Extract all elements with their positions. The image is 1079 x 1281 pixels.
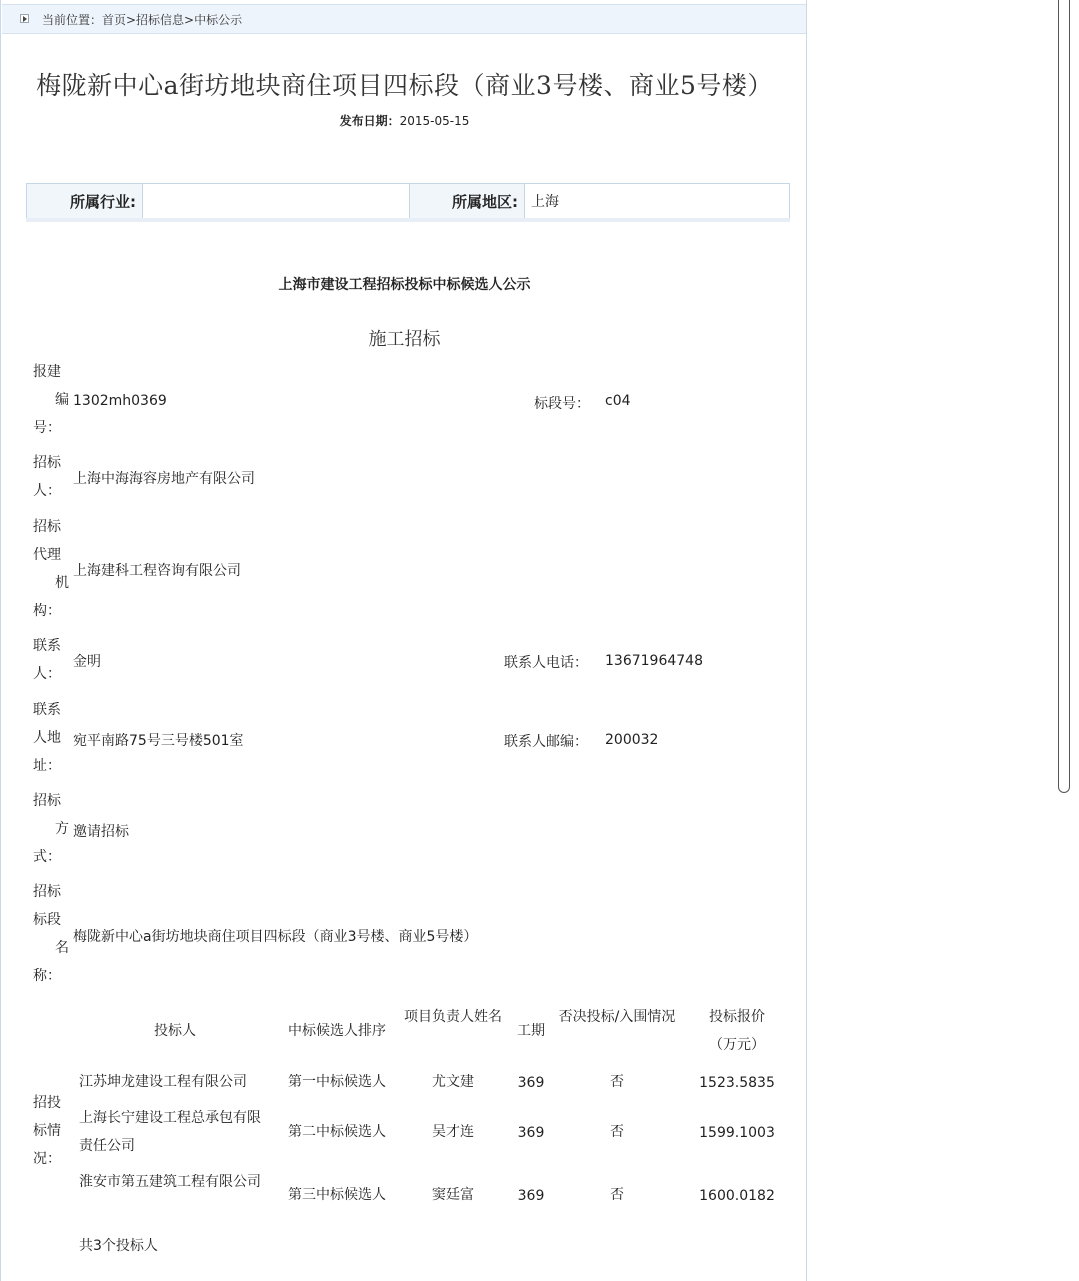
period: 369 [517,1188,545,1204]
label-line: 联系 [33,702,61,718]
rank: 第一中标候选人 [288,1074,386,1090]
region-label: 所属地区: [409,184,524,218]
manager: 吴才连 [432,1124,474,1140]
address: 宛平南路75号三号楼501室 [73,733,244,749]
section-no-label: 标段号： [534,396,590,412]
period: 369 [517,1075,545,1091]
contact-label [33,632,69,688]
label-line: 标段 [33,912,61,928]
manager: 尤文建 [432,1074,474,1090]
postcode: 200032 [605,732,659,748]
vertical-scrollbar[interactable] [1058,0,1070,793]
label-line: 招标 [33,455,61,471]
label-line: 联系 [33,638,61,654]
label-line: 构： [33,603,61,619]
header-rank: 中标候选人排序 [288,1023,386,1039]
label-line: 况： [33,1151,61,1167]
expand-arrow-icon[interactable] [20,14,29,23]
label-line: 招投 [33,1095,61,1111]
bid-type: 施工招标 [368,329,441,350]
phone-label: 联系人电话： [504,655,588,671]
notice-title: 上海市建设工程招标投标中标候选人公示 [278,277,531,293]
section-name-label [33,878,69,990]
label-line: 机 [55,575,69,591]
label-line: 招标 [33,793,61,809]
info-table [26,183,790,219]
rank: 第三中标候选人 [288,1187,386,1203]
label-line: 称： [33,968,61,984]
label-line: 标情 [33,1123,61,1139]
bid-status-label [33,1089,69,1173]
status: 否 [610,1187,624,1203]
label-line: 招标 [33,519,61,535]
label-line: 方 [55,821,69,837]
label-line: 址： [33,758,61,774]
label-line: 报建 [33,364,61,380]
region-value: 上海 [524,184,789,218]
page-title: 梅陇新中心a街坊地块商住项目四标段（商业3号楼、商业5号楼） [36,71,773,100]
method-label [33,787,69,871]
label-line: 名 [55,940,69,956]
header-status: 否决投标/入围情况 [558,1009,676,1025]
label-line: 代理 [33,547,61,563]
publish-date-value: 2015-05-15 [399,114,470,128]
phone: 13671964748 [605,653,703,669]
project-no-label [33,358,69,442]
section-no: c04 [605,393,631,409]
publish-date [1,112,808,129]
contact: 金明 [73,654,101,670]
method: 邀请招标 [73,824,129,840]
agency: 上海建科工程咨询有限公司 [73,563,241,579]
tenderer-label [33,449,69,505]
label-line: 号： [33,420,61,436]
label-line: 人： [33,666,61,682]
label-line: 人地 [33,730,61,746]
price: 1600.0182 [699,1188,775,1204]
status: 否 [610,1124,624,1140]
bidder-total: 共3个投标人 [79,1238,158,1254]
section-name: 梅陇新中心a街坊地块商住项目四标段（商业3号楼、商业5号楼） [73,929,478,945]
project-no: 1302mh0369 [73,393,167,409]
label-line: 式： [33,849,61,865]
breadcrumb-text: 当前位置：首页>招标信息>中标公示 [42,13,243,27]
bidder: 淮安市第五建筑工程有限公司 [79,1174,261,1190]
tenderer: 上海中海海容房地产有限公司 [73,471,255,487]
divider [26,218,790,222]
bidder: 江苏坤龙建设工程有限公司 [79,1074,247,1090]
period: 369 [517,1125,545,1141]
price: 1523.5835 [699,1075,775,1091]
label-line: 招标 [33,884,61,900]
label-line: 人： [33,483,61,499]
address-label [33,696,69,780]
industry-label: 所属行业: [27,184,142,218]
header-bidder: 投标人 [154,1023,196,1039]
industry-value [142,184,409,218]
manager: 窦廷富 [432,1187,474,1203]
breadcrumb [2,4,806,34]
postcode-label: 联系人邮编： [504,734,588,750]
label-line: 编 [55,392,69,408]
price: 1599.1003 [699,1125,775,1141]
bidder: 上海长宁建设工程总承包有限责任公司 [79,1110,261,1154]
agency-label [33,513,69,625]
publish-date-label: 发布日期： [339,114,400,128]
header-period: 工期 [517,1023,545,1039]
rank: 第二中标候选人 [288,1124,386,1140]
status: 否 [610,1074,624,1090]
header-price: 投标报价（万元） [709,1009,765,1053]
header-manager: 项目负责人姓名 [404,1009,502,1025]
